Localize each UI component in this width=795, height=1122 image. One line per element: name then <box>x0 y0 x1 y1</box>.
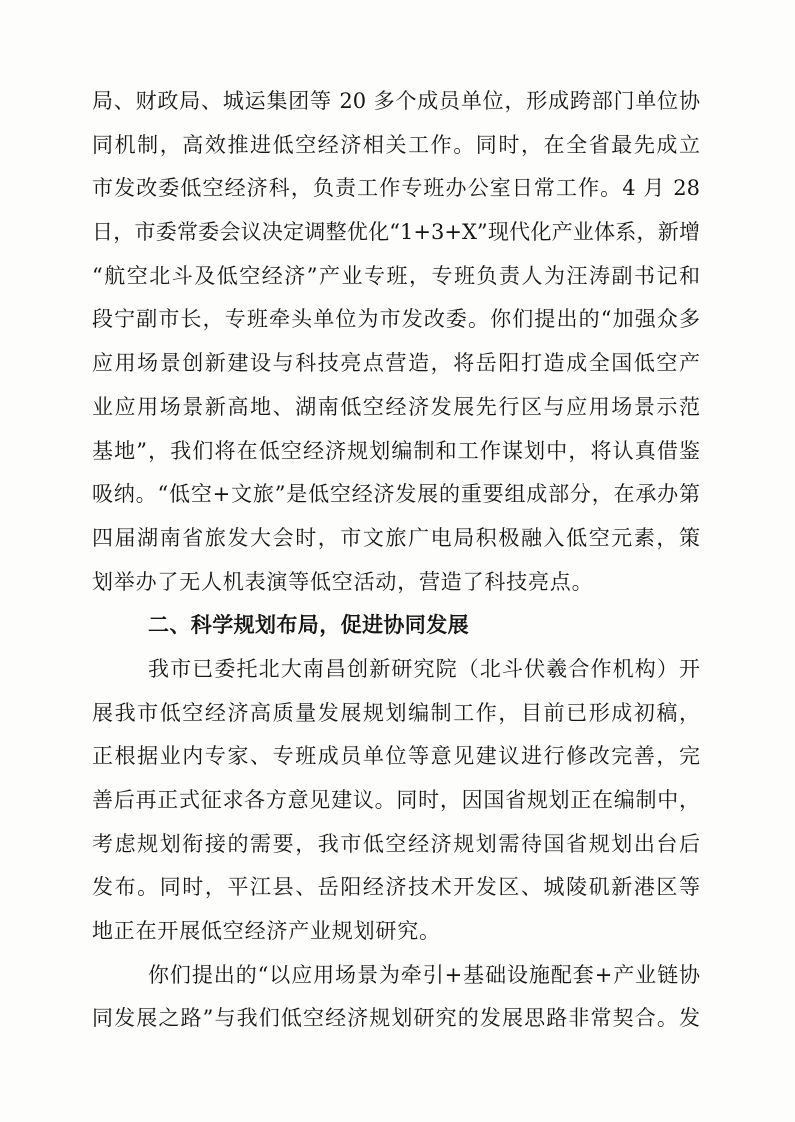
text-line: 正根据业内专家、专班成员单位等意见建议进行修改完善，完 <box>92 744 700 769</box>
text-line: 地正在开展低空经济产业规划研究。 <box>92 919 441 944</box>
text-line: 市发改委低空经济科，负责工作专班办公室日常工作。4 月 28 <box>92 176 700 201</box>
text-line: 善后再正式征求各方意见建议。同时，因国省规划正在编制中， <box>92 788 700 812</box>
text-line: 划举办了无人机表演等低空活动，营造了科技亮点。 <box>92 569 594 594</box>
text-line: 同发展之路”与我们低空经济规划研究的发展思路非常契合。发 <box>92 1006 700 1031</box>
text-line: 我市已委托北大南昌创新研究院（北斗伏羲合作机构）开 <box>148 656 700 681</box>
text-line: 考虑规划衔接的需要，我市低空经济规划需待国省规划出台后 <box>92 831 700 856</box>
document-body <box>92 80 700 1041</box>
text-line: 展我市低空经济高质量发展规划编制工作，目前已形成初稿， <box>92 700 700 725</box>
text-line: 日，市委常委会议决定调整优化“1+3+X”现代化产业体系，新增 <box>92 220 700 245</box>
paragraph-3 <box>92 954 700 1041</box>
text-line: 发布。同时，平江县、岳阳经济技术开发区、城陵矶新港区等 <box>92 875 700 900</box>
text-line: 同机制，高效推进低空经济相关工作。同时，在全省最先成立 <box>92 132 700 157</box>
text-line: 局、财政局、城运集团等 20 多个成员单位，形成跨部门单位协 <box>92 89 700 113</box>
text-line: 四届湖南省旅发大会时，市文旅广电局积极融入低空元素，策 <box>92 525 700 550</box>
text-line: 段宁副市长，专班牵头单位为市发改委。你们提出的“加强众多 <box>92 307 700 332</box>
section-heading: 二、科学规划布局，促进协同发展 <box>148 613 469 638</box>
text-line: 业应用场景新高地、湖南低空经济发展先行区与应用场景示范 <box>92 394 700 419</box>
text-line: 应用场景创新建设与科技亮点营造，将岳阳打造成全国低空产 <box>92 351 700 376</box>
paragraph-1 <box>92 80 700 604</box>
text-line: 吸纳。“低空+文旅”是低空经济发展的重要组成部分，在承办第 <box>92 482 700 507</box>
text-line: 基地”，我们将在低空经济规划编制和工作谋划中，将认真借鉴 <box>92 438 700 463</box>
paragraph-2 <box>92 648 700 954</box>
text-line: “航空北斗及低空经济”产业专班，专班负责人为汪涛副书记和 <box>92 263 700 288</box>
text-line: 你们提出的“以应用场景为牵引+基础设施配套+产业链协 <box>148 962 700 987</box>
